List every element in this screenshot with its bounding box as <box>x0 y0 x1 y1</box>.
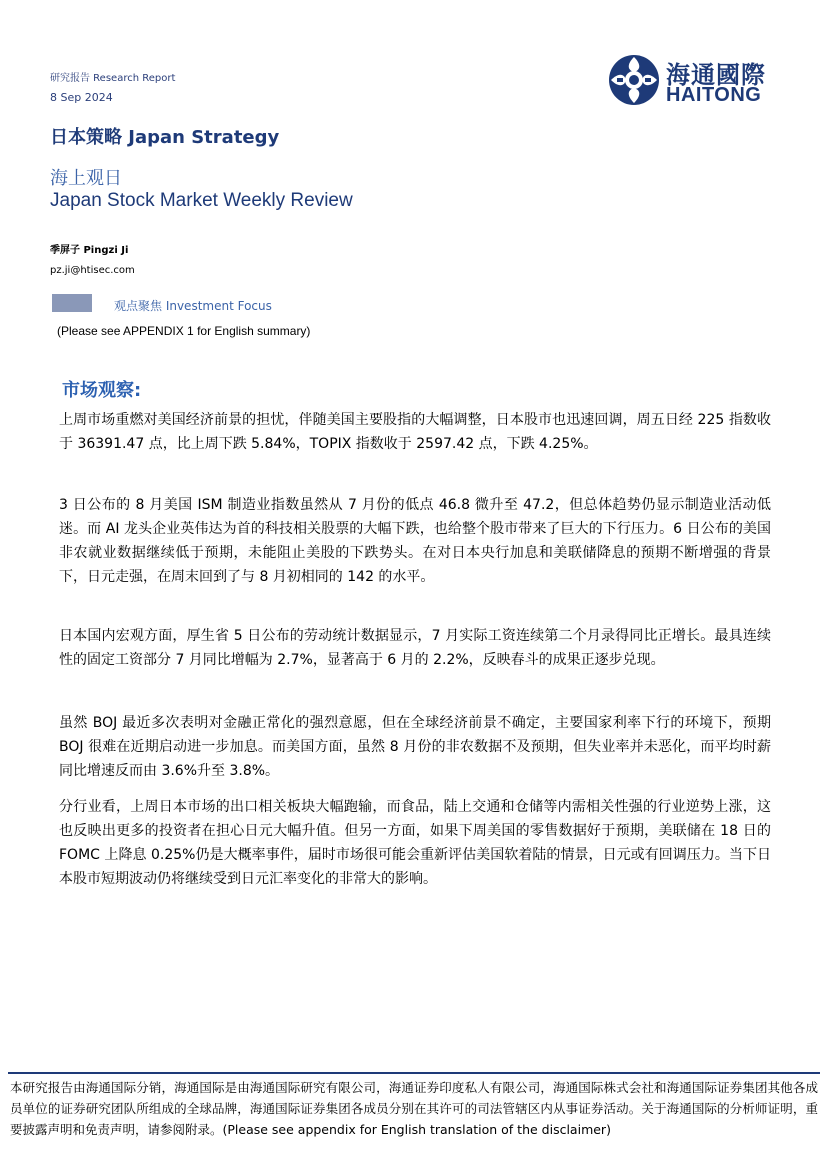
report-title-english: Japan Stock Market Weekly Review <box>50 190 353 211</box>
haitong-logo <box>608 54 768 110</box>
paragraph-us-data: 3 日公布的 8 月美国 ISM 制造业指数虽然从 7 月份的低点 46.8 微升至 47.2，但总体趋势仍显示制造业活动低迷。而 AI 龙头企业英伟达为首的科技相关股票的大幅下跌，也给整个股市带来了巨大的下行压力。6 日公布的美国非农就业数据继续低于预期，未能阻止美股的下跌势头。在对日本央行加息和美联储降息的预期不断增强的背景下，日元走强，在周末回到了与 8 月初相同的 142 的水平。 <box>59 497 771 585</box>
logo-text-english: HAITONG <box>666 84 762 106</box>
logo-text-chinese: 海通國際 <box>666 61 766 89</box>
paragraph-japan-macro: 日本国内宏观方面，厚生省 5 日公布的劳动统计数据显示，7 月实际工资连续第二个月录得同比正增长。最具连续性的固定工资部分 7 月同比增幅为 2.7%，显著高于 6 月的 2.2%，反映春斗的成果正逐步兑现。 <box>59 628 771 668</box>
focus-marker <box>52 294 92 312</box>
footer-disclaimer: 本研究报告由海通国际分销，海通国际是由海通国际研究有限公司，海通证券印度私人有限公司，海通国际株式会社和海通国际证券集团其他各成员单位的证券研究团队所组成的全球品牌，海通国际证券集团各成员分别在其许可的司法管辖区内从事证券活动。关于海通国际的分析师证明，重要披露声明和免责声明，请参阅附录。(Please see appendix for English translation of the disclaimer) <box>10 1080 818 1137</box>
section-title: 市场观察: <box>62 380 142 401</box>
strategy-title: 日本策略 Japan Strategy <box>50 127 280 148</box>
author-name: 季屏子 Pingzi Ji <box>50 245 129 256</box>
haitong-emblem-icon <box>608 54 660 106</box>
report-date: 8 Sep 2024 <box>50 91 113 104</box>
paragraph-sector-view: 分行业看，上周日本市场的出口相关板块大幅跑输，而食品，陆上交通和仓储等内需相关性强的行业逆势上涨，这也反映出更多的投资者在担心日元大幅升值。但另一方面，如果下周美国的零售数据好于预期，美联储在 18 日的 FOMC 上降息 0.25%仍是大概率事件，届时市场很可能会重新评估美国软着陆的情景，日元或有回调压力。当下日本股市短期波动仍将继续受到日元汇率变化的非常大的影响。 <box>59 799 771 887</box>
report-type: 研究报告 Research Report <box>50 73 176 84</box>
paragraph-boj-outlook: 虽然 BOJ 最近多次表明对金融正常化的强烈意愿，但在全球经济前景不确定，主要国家利率下行的环境下，预期 BOJ 很难在近期启动进一步加息。而美国方面，虽然 8 月份的非农数据不及预期，但失业率并未恶化，而平均时薪同比增速反而由 3.6%升至 3.8%。 <box>59 715 771 779</box>
footer-divider <box>8 1072 820 1074</box>
investment-focus-label: 观点聚焦 Investment Focus <box>114 299 272 313</box>
appendix-note: (Please see APPENDIX 1 for English summary) <box>57 324 311 338</box>
author-email[interactable]: pz.ji@htisec.com <box>50 265 135 276</box>
report-title-chinese: 海上观日 <box>50 168 122 189</box>
paragraph-market-summary: 上周市场重燃对美国经济前景的担忧，伴随美国主要股指的大幅调整，日本股市也迅速回调，周五日经 225 指数收于 36391.47 点，比上周下跌 5.84%，TOPIX 指数收于 2597.42 点，下跌 4.25%。 <box>59 412 771 452</box>
